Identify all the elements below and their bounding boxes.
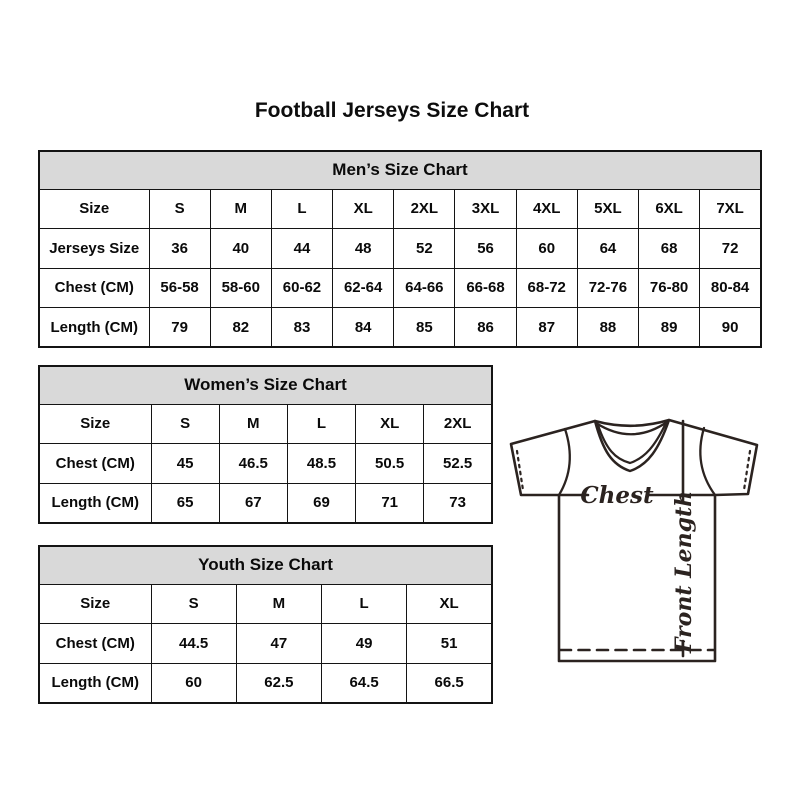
value-cell: 52.5 xyxy=(424,444,492,484)
table-row xyxy=(39,624,492,664)
row-label: Chest (CM) xyxy=(39,444,151,484)
size-cell: XL xyxy=(356,404,424,444)
size-cell: M xyxy=(219,404,287,444)
value-cell: 85 xyxy=(394,308,455,348)
size-cell: L xyxy=(271,189,332,229)
value-cell: 50.5 xyxy=(356,444,424,484)
value-cell: 60 xyxy=(151,663,236,703)
jersey-illustration-icon xyxy=(498,403,772,677)
value-cell: 82 xyxy=(210,308,271,348)
size-cell: 3XL xyxy=(455,189,516,229)
value-cell: 62-64 xyxy=(333,268,394,308)
jersey-measurement-diagram xyxy=(498,403,772,677)
womens-size-table xyxy=(38,365,493,524)
size-cell: 2XL xyxy=(394,189,455,229)
table-row xyxy=(39,189,761,229)
size-cell: 2XL xyxy=(424,404,492,444)
value-cell: 72-76 xyxy=(577,268,638,308)
value-cell: 86 xyxy=(455,308,516,348)
row-label: Jerseys Size xyxy=(39,229,149,269)
row-label: Chest (CM) xyxy=(39,624,151,664)
value-cell: 72 xyxy=(700,229,761,269)
value-cell: 64 xyxy=(577,229,638,269)
jersey-body-outline xyxy=(511,420,757,661)
value-cell: 88 xyxy=(577,308,638,348)
value-cell: 58-60 xyxy=(210,268,271,308)
value-cell: 40 xyxy=(210,229,271,269)
row-label: Chest (CM) xyxy=(39,268,149,308)
value-cell: 47 xyxy=(236,624,321,664)
value-cell: 90 xyxy=(700,308,761,348)
row-label: Size xyxy=(39,404,151,444)
size-cell: XL xyxy=(333,189,394,229)
value-cell: 71 xyxy=(356,483,424,523)
value-cell: 64-66 xyxy=(394,268,455,308)
table-row xyxy=(39,483,492,523)
mens-size-table xyxy=(38,150,762,348)
value-cell: 36 xyxy=(149,229,210,269)
value-cell: 87 xyxy=(516,308,577,348)
value-cell: 44.5 xyxy=(151,624,236,664)
table-header-row xyxy=(39,546,492,584)
value-cell: 66-68 xyxy=(455,268,516,308)
value-cell: 79 xyxy=(149,308,210,348)
value-cell: 84 xyxy=(333,308,394,348)
value-cell: 56-58 xyxy=(149,268,210,308)
table-row xyxy=(39,268,761,308)
size-cell: 4XL xyxy=(516,189,577,229)
value-cell: 73 xyxy=(424,483,492,523)
table-title: Youth Size Chart xyxy=(39,546,492,584)
row-label: Length (CM) xyxy=(39,308,149,348)
table-title: Men’s Size Chart xyxy=(39,151,761,189)
value-cell: 76-80 xyxy=(639,268,700,308)
row-label: Length (CM) xyxy=(39,663,151,703)
table-header-row xyxy=(39,366,492,404)
value-cell: 83 xyxy=(271,308,332,348)
value-cell: 65 xyxy=(151,483,219,523)
chest-label: Chest xyxy=(580,482,654,509)
table-title: Women’s Size Chart xyxy=(39,366,492,404)
row-label: Length (CM) xyxy=(39,483,151,523)
table-row xyxy=(39,584,492,624)
value-cell: 62.5 xyxy=(236,663,321,703)
value-cell: 67 xyxy=(219,483,287,523)
value-cell: 68 xyxy=(639,229,700,269)
size-cell: XL xyxy=(407,584,492,624)
size-cell: S xyxy=(151,404,219,444)
size-cell: M xyxy=(236,584,321,624)
size-cell: M xyxy=(210,189,271,229)
size-cell: 6XL xyxy=(639,189,700,229)
value-cell: 66.5 xyxy=(407,663,492,703)
value-cell: 68-72 xyxy=(516,268,577,308)
size-cell: L xyxy=(322,584,407,624)
page-title: Football Jerseys Size Chart xyxy=(254,99,530,122)
size-cell: L xyxy=(287,404,355,444)
table-row xyxy=(39,663,492,703)
value-cell: 46.5 xyxy=(219,444,287,484)
value-cell: 51 xyxy=(407,624,492,664)
value-cell: 69 xyxy=(287,483,355,523)
value-cell: 48.5 xyxy=(287,444,355,484)
value-cell: 52 xyxy=(394,229,455,269)
value-cell: 48 xyxy=(333,229,394,269)
size-cell: 7XL xyxy=(700,189,761,229)
youth-size-table xyxy=(38,545,493,704)
table-row xyxy=(39,444,492,484)
table-row xyxy=(39,404,492,444)
value-cell: 49 xyxy=(322,624,407,664)
value-cell: 56 xyxy=(455,229,516,269)
table-header-row xyxy=(39,151,761,189)
table-row xyxy=(39,308,761,348)
row-label: Size xyxy=(39,189,149,229)
value-cell: 64.5 xyxy=(322,663,407,703)
value-cell: 45 xyxy=(151,444,219,484)
front-length-label: Front Length xyxy=(671,490,697,654)
size-cell: S xyxy=(149,189,210,229)
value-cell: 60 xyxy=(516,229,577,269)
size-cell: S xyxy=(151,584,236,624)
value-cell: 60-62 xyxy=(271,268,332,308)
value-cell: 80-84 xyxy=(700,268,761,308)
row-label: Size xyxy=(39,584,151,624)
value-cell: 89 xyxy=(639,308,700,348)
size-cell: 5XL xyxy=(577,189,638,229)
table-row xyxy=(39,229,761,269)
value-cell: 44 xyxy=(271,229,332,269)
